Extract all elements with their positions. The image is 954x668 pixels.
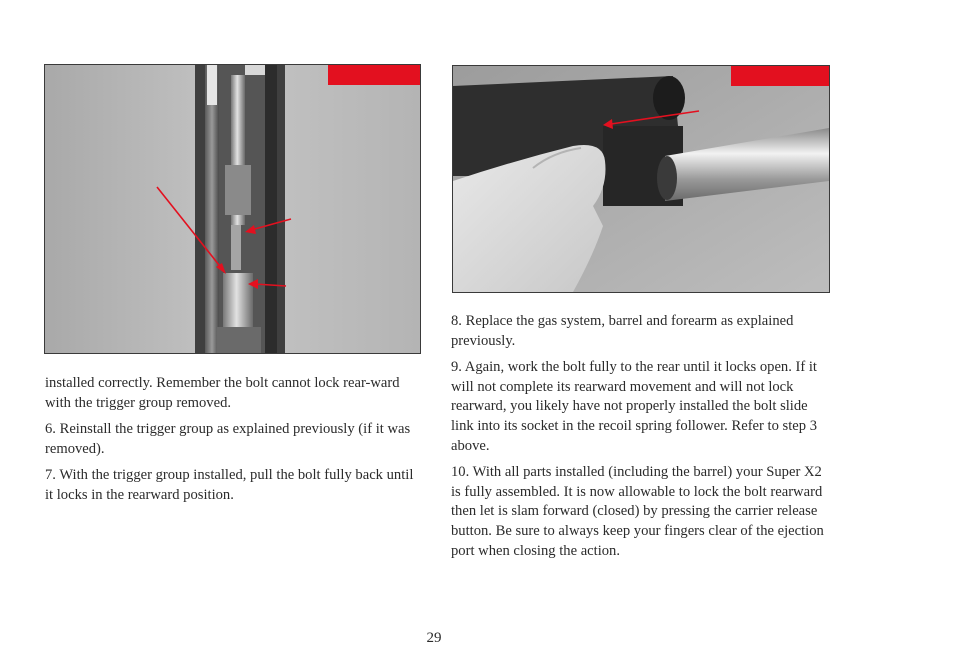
receiver-illustration <box>453 66 829 292</box>
paragraph: 9. Again, work the bolt fully to the rear until it locks open. If it will not complete its rearward movement and will not lock rearward, you likely have not properly installed the bolt slide link into its socket in the recoil spring follower. Refer to step 3 above. <box>451 359 817 454</box>
paragraph: installed correctly. Remember the bolt cannot lock rear-ward with the trigger group removed. <box>45 375 400 411</box>
paragraph: 7. With the trigger group installed, pull the bolt fully back until it locks in the rearward position. <box>45 467 414 503</box>
paragraph: 6. Reinstall the trigger group as explained previously (if it was removed). <box>45 421 411 457</box>
paragraph: 8. Replace the gas system, barrel and forearm as explained previously. <box>451 313 794 349</box>
paragraph: 10. With all parts installed (including the barrel) your Super X2 is fully assembled. It is now allowable to lock the bolt rearward then let is slam forward (closed) by pressing the carrier release button. Be sure to always keep your fingers clear of the ejection port when closing the action. <box>451 464 824 559</box>
red-tab <box>328 65 420 85</box>
receiver-photo <box>452 65 830 293</box>
left-text-column <box>45 374 421 513</box>
red-tab <box>731 66 829 86</box>
bolt-photo <box>44 64 421 354</box>
right-text-column <box>451 312 831 568</box>
bolt-illustration <box>45 65 420 353</box>
page-number: 29 <box>426 630 442 646</box>
